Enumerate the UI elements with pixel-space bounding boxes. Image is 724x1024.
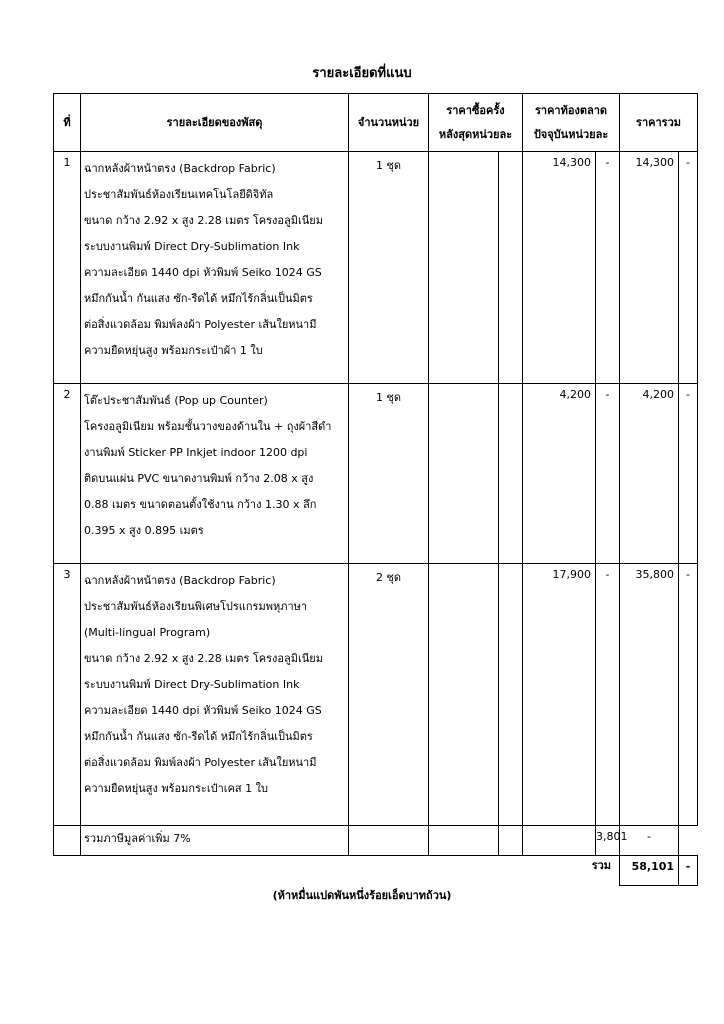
description-line: ต่อสิ่งแวดล้อม พิมพ์ลงผ้า Polyester เส้นใยหนามี xyxy=(84,318,317,331)
item-description xyxy=(81,564,349,826)
grand-total-dash: - xyxy=(679,856,698,886)
vat-empty-cell xyxy=(349,826,429,856)
description-line: 0.88 เมตร ขนาดตอนตั้งใช้งาน กว้าง 1.30 x ลึก xyxy=(84,498,317,511)
header-quantity: จำนวนหน่วย xyxy=(349,94,429,152)
description-line: (Multi-lingual Program) xyxy=(84,626,211,639)
item-no: 1 xyxy=(54,152,81,384)
description-line: ติดบนแผ่น PVC ขนาดงานพิมพ์ กว้าง 2.08 x สูง xyxy=(84,472,314,485)
vat-empty-cell xyxy=(523,826,596,856)
item-last-price xyxy=(429,152,499,384)
header-market-price-line1: ราคาท้องตลาด xyxy=(534,103,608,117)
amount-in-words: (ห้าหมื่นแปดพันหนึ่งร้อยเอ็ดบาทถ้วน) xyxy=(272,889,452,902)
description-line: ระบบงานพิมพ์ Direct Dry-Sublimation Ink xyxy=(84,678,300,691)
item-market-price: 4,200 xyxy=(523,384,596,564)
description-line: โต๊ะประชาสัมพันธ์ (Pop up Counter) xyxy=(84,394,268,407)
description-line: ความละเอียด 1440 dpi หัวพิมพ์ Seiko 1024 GS xyxy=(84,266,322,279)
item-market-price-dash: - xyxy=(596,384,620,564)
description-line: ฉากหลังผ้าหน้าตรง (Backdrop Fabric) xyxy=(84,574,276,587)
description-line: ต่อสิ่งแวดล้อม พิมพ์ลงผ้า Polyester เส้นใยหนามี xyxy=(84,756,317,769)
header-last-price xyxy=(429,94,523,152)
header-no: ที่ xyxy=(54,94,81,152)
item-total: 14,300 xyxy=(620,152,679,384)
item-last-price xyxy=(429,564,499,826)
item-total-dash: - xyxy=(679,384,698,564)
description-line: งานพิมพ์ Sticker PP Inkjet indoor 1200 dpi xyxy=(84,446,308,459)
vat-no xyxy=(54,826,81,856)
header-last-price-line1: ราคาซื้อครั้ง xyxy=(446,103,505,117)
description-line: หมึกกันน้ำ กันแสง ซัก-รีดได้ หมึกไร้กลิ่นเป็นมิตร xyxy=(84,730,313,743)
header-market-price xyxy=(523,94,620,152)
item-quantity: 2 ชุด xyxy=(349,564,429,826)
table-row xyxy=(54,152,698,384)
item-description xyxy=(81,152,349,384)
item-quantity: 1 ชุด xyxy=(349,152,429,384)
vat-empty-cell xyxy=(499,826,523,856)
description-line: ความยืดหยุ่นสูง พร้อมกระเป๋าเคส 1 ใบ xyxy=(84,782,268,795)
item-quantity: 1 ชุด xyxy=(349,384,429,564)
description-line: ระบบงานพิมพ์ Direct Dry-Sublimation Ink xyxy=(84,240,300,253)
vat-row xyxy=(54,826,698,856)
items-table xyxy=(53,93,698,886)
item-market-price: 17,900 xyxy=(523,564,596,826)
description-line: ฉากหลังผ้าหน้าตรง (Backdrop Fabric) xyxy=(84,162,276,175)
description-line: ความยืดหยุ่นสูง พร้อมกระเป๋าผ้า 1 ใบ xyxy=(84,344,263,357)
vat-dash: - xyxy=(620,826,679,856)
item-total: 4,200 xyxy=(620,384,679,564)
header-market-price-line2: ปัจจุบันหน่วยละ xyxy=(533,127,609,141)
description-line: ขนาด กว้าง 2.92 x สูง 2.28 เมตร โครงอลูมิเนียม xyxy=(84,214,323,227)
grand-total-label: รวม xyxy=(591,859,612,872)
item-no: 2 xyxy=(54,384,81,564)
header-last-price-line2: หลังสุดหน่วยละ xyxy=(438,127,513,141)
item-total-dash: - xyxy=(679,152,698,384)
item-market-price: 14,300 xyxy=(523,152,596,384)
header-description: รายละเอียดของพัสดุ xyxy=(81,94,349,152)
item-no: 3 xyxy=(54,564,81,826)
item-last-price-dash xyxy=(499,384,523,564)
table-row xyxy=(54,384,698,564)
description-line: หมึกกันน้ำ กันแสง ซัก-รีดได้ หมึกไร้กลิ่นเป็นมิตร xyxy=(84,292,313,305)
item-total: 35,800 xyxy=(620,564,679,826)
table-row xyxy=(54,564,698,826)
item-total-dash: - xyxy=(679,564,698,826)
description-line: ขนาด กว้าง 2.92 x สูง 2.28 เมตร โครงอลูมิเนียม xyxy=(84,652,323,665)
description-line: ประชาสัมพันธ์ห้องเรียนเทคโนโลยีดิจิทัล xyxy=(84,188,274,201)
item-last-price-dash xyxy=(499,152,523,384)
item-last-price-dash xyxy=(499,564,523,826)
item-last-price xyxy=(429,384,499,564)
description-line: โครงอลูมิเนียม พร้อมชั้นวางของด้านใน + ถุงผ้าสีดำ xyxy=(84,420,332,433)
grand-total-row xyxy=(54,856,698,886)
vat-empty-cell xyxy=(429,826,499,856)
item-market-price-dash: - xyxy=(596,152,620,384)
item-description xyxy=(81,384,349,564)
vat-total: 3,801 xyxy=(596,826,620,856)
description-line: 0.395 x สูง 0.895 เมตร xyxy=(84,524,204,537)
vat-label: รวมภาษีมูลค่าเพิ่ม 7% xyxy=(81,826,349,856)
header-row xyxy=(54,94,698,152)
page-title: รายละเอียดที่แนบ xyxy=(312,66,412,81)
description-line: ประชาสัมพันธ์ห้องเรียนพิเศษโปรแกรมพหุภาษา xyxy=(84,600,308,613)
item-market-price-dash: - xyxy=(596,564,620,826)
header-total: ราคารวม xyxy=(620,94,698,152)
grand-total-value: 58,101 xyxy=(620,856,679,886)
description-line: ความละเอียด 1440 dpi หัวพิมพ์ Seiko 1024 GS xyxy=(84,704,322,717)
